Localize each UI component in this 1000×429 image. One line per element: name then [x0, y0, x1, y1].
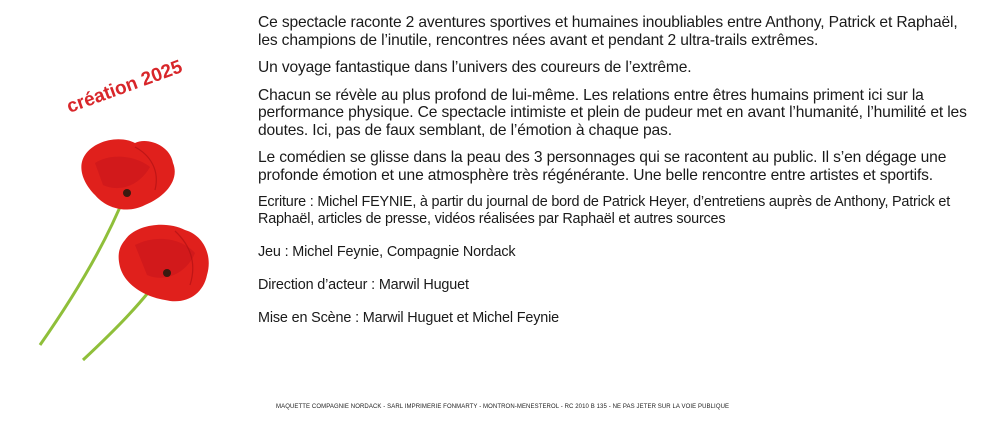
red-poppies-illustration: [25, 135, 225, 365]
left-illustration-area: [0, 0, 250, 429]
poppy-flower-lower: [119, 225, 209, 301]
credit-direction: Direction d’acteur : Marwil Huguet: [258, 277, 469, 293]
poppy-flower-upper: [81, 139, 174, 209]
credit-mise-en-scene: Mise en Scène : Marwil Huguet et Michel Feynie: [258, 310, 560, 326]
paragraph-relations: Chacun se révèle au plus profond de lui-même. Les relations entre êtres humains priment ici sur la performance physique. Ce spectacle intimiste et plein de pudeur met en avant l’humanité, l’humilité et les doutes. Ici, pas de faux semblant, de l’émotion à chaque pas.: [258, 86, 967, 139]
description-text-column: [258, 14, 980, 343]
paragraph-ecriture: Ecriture : Michel FEYNIE, à partir du journal de bord de Patrick Heyer, d’entretiens auprès de Anthony, Patrick et Raphaël, articles de presse, vidéos réalisées par Raphaël et autres sources: [258, 194, 951, 227]
creation-year-stamp: création 2025: [64, 56, 186, 118]
poppy-stem-upper: [40, 195, 125, 345]
paragraph-voyage: Un voyage fantastique dans l’univers des coureurs de l’extrême.: [258, 59, 692, 76]
legal-footer: MAQUETTE COMPAGNIE NORDACK - SARL IMPRIMERIE FONMARTY - MONTRON-MENESTEROL - RC 2010 B 135 - NE PAS JETER SUR LA VOIE PUBLIQUE: [276, 404, 730, 410]
paragraph-comedien: Le comédien se glisse dans la peau des 3 personnages qui se racontent au public. Il s’en dégage une profonde émotion et une atmosphère très régénérante. Une belle rencontre entre artistes et sportifs.: [258, 149, 947, 184]
paragraph-intro: Ce spectacle raconte 2 aventures sportives et humaines inoubliables entre Anthony, Patrick et Raphaël, les champions de l’inutile, rencontres nées avant et pendant 2 ultra-trails extrêmes.: [258, 14, 958, 49]
credit-jeu: Jeu : Michel Feynie, Compagnie Nordack: [258, 244, 516, 260]
